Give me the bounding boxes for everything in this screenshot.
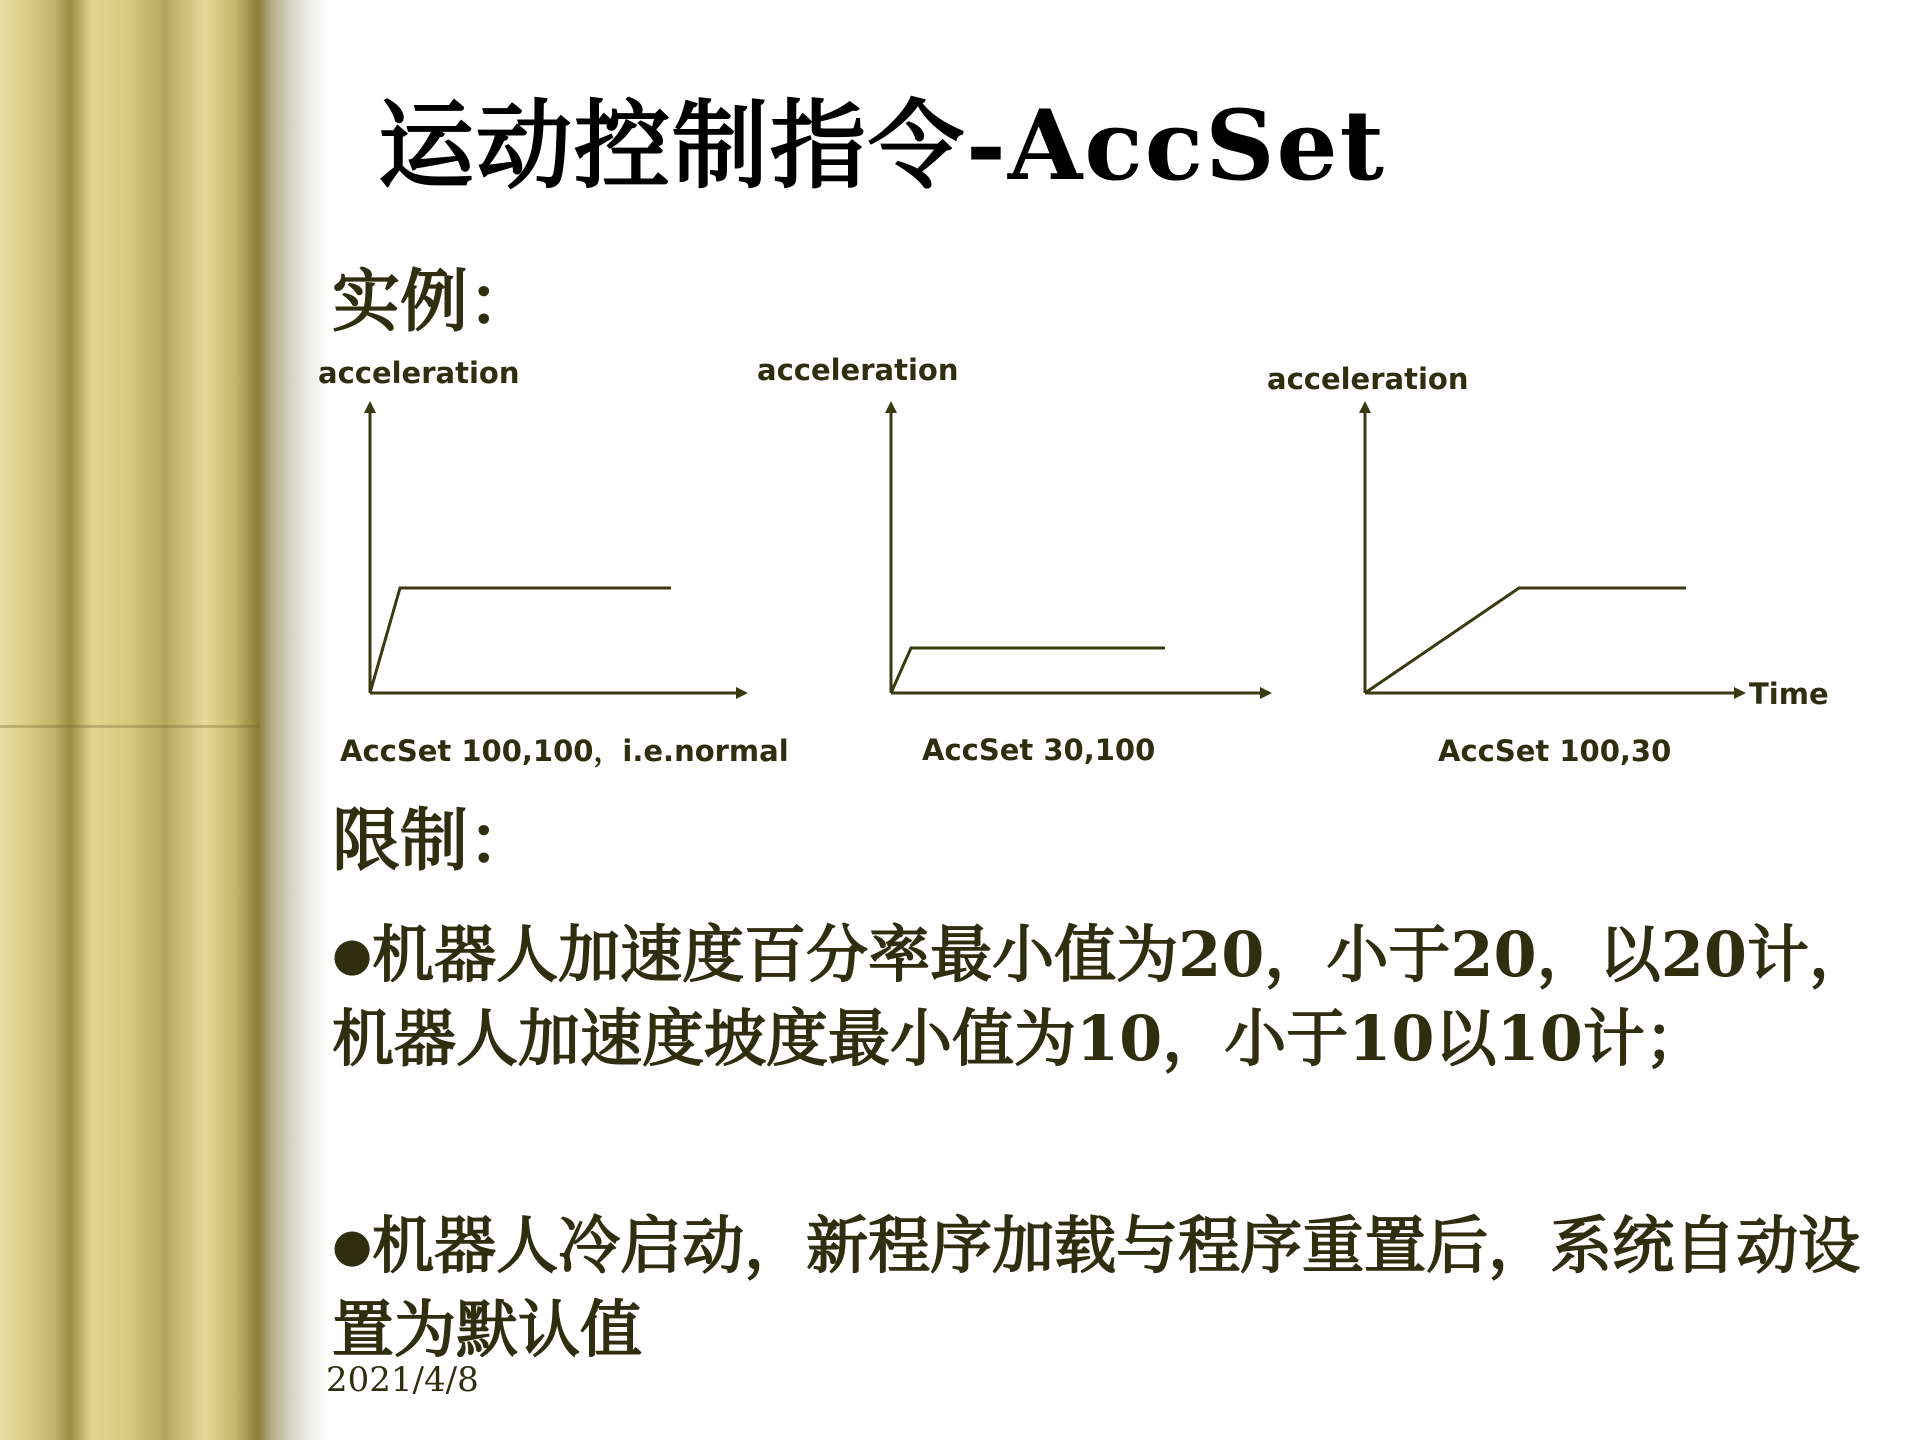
graph-2 [757, 355, 1266, 767]
graph-3-x-label: Time [1749, 677, 1829, 711]
graph-3 [1267, 362, 1829, 768]
graph-1-y-label: acceleration [318, 356, 520, 390]
acceleration-graphs [310, 355, 1920, 785]
graph-2-y-label: acceleration [757, 355, 959, 387]
bullet-dot-icon: ● [332, 927, 373, 981]
limit-label: 限制： [332, 801, 537, 881]
pillar-divider [0, 725, 260, 728]
bullet-text-2: 机器人冷启动，新程序加载与程序重置后，系统自动设置为默认值 [332, 1209, 1861, 1366]
bullet-item-1 [332, 912, 1892, 1081]
bullet-item-2 [332, 1203, 1892, 1372]
graph-1-caption: AccSet 100,100，i.e.normal [340, 734, 789, 768]
slide-title: 运动控制指令-AccSet [378, 89, 1386, 202]
slide-date: 2021/4/8 [326, 1360, 479, 1400]
graph-1-curve [370, 588, 671, 693]
graph-3-y-label: acceleration [1267, 362, 1469, 396]
graph-2-curve [891, 648, 1165, 693]
graph-3-caption: AccSet 100,30 [1438, 734, 1672, 768]
example-label: 实例： [332, 262, 537, 342]
graph-2-caption: AccSet 30,100 [922, 733, 1156, 767]
bullet-dot-icon: ● [332, 1218, 373, 1272]
graph-3-curve [1365, 588, 1686, 693]
graph-1 [318, 356, 789, 768]
bullet-text-1: 机器人加速度百分率最小值为20，小于20，以20计，机器人加速度坡度最小值为10，小于10以10计； [332, 918, 1871, 1075]
decorative-pillar [0, 0, 330, 1440]
